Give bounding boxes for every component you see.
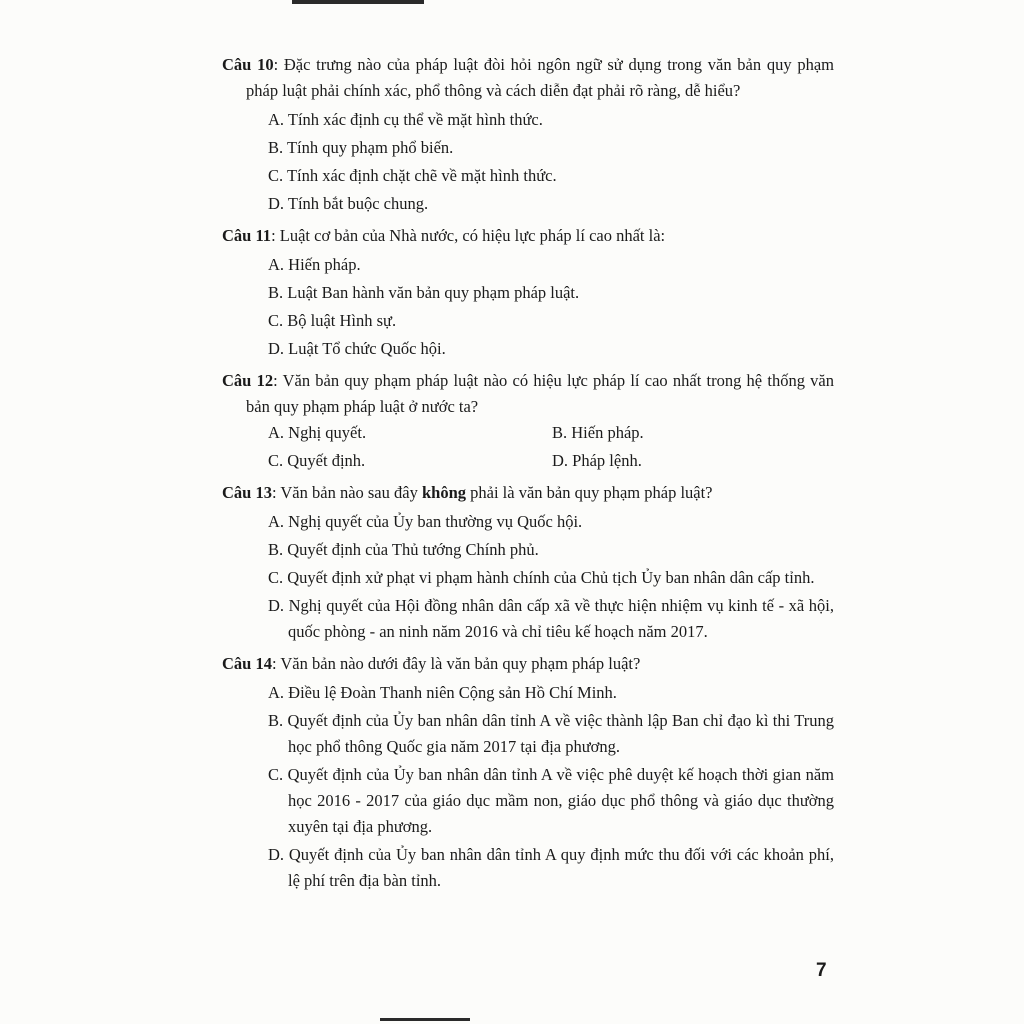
bottom-edge-rule	[380, 1018, 470, 1021]
question-14-body: : Văn bản nào dưới đây là văn bản quy phạm pháp luật?	[271, 654, 641, 673]
question-13-body-before: : Văn bản nào sau đây	[271, 483, 422, 502]
question-11-option-a: A. Hiến pháp.	[268, 255, 361, 274]
question-12-body: : Văn bản quy phạm pháp luật nào có hiệu lực pháp lí cao nhất trong hệ thống văn bản quy phạm pháp luật ở nước ta?	[246, 371, 834, 416]
question-13-option-d: D. Nghị quyết của Hội đồng nhân dân cấp xã về thực hiện nhiệm vụ kinh tế - xã hội, quốc phòng - an ninh năm 2016 và chỉ tiêu kế hoạch năm 2017.	[268, 596, 834, 641]
question-12-option-b: B. Hiến pháp.	[552, 423, 644, 442]
question-13-option-c: C. Quyết định xử phạt vi phạm hành chính của Chủ tịch Ủy ban nhân dân cấp tỉnh.	[268, 568, 815, 587]
question-11-body: : Luật cơ bản của Nhà nước, có hiệu lực pháp lí cao nhất là:	[271, 226, 666, 245]
question-10-label: Câu 10	[222, 55, 274, 74]
question-14-option-d: D. Quyết định của Ủy ban nhân dân tỉnh A quy định mức thu đối với các khoản phí, lệ phí trên địa bàn tỉnh.	[268, 845, 834, 890]
question-14-label: Câu 14	[222, 654, 272, 673]
question-11-options	[222, 252, 834, 362]
question-10-options	[222, 107, 834, 217]
question-12-option-c: C. Quyết định.	[268, 451, 366, 470]
question-14	[222, 651, 834, 894]
question-11-option-c: C. Bộ luật Hình sự.	[268, 311, 397, 330]
question-10-option-d: D. Tính bắt buộc chung.	[268, 194, 429, 213]
question-13-text	[222, 480, 834, 506]
page-number: 7	[816, 960, 827, 981]
question-10-text	[222, 52, 834, 104]
question-13-label: Câu 13	[222, 483, 272, 502]
question-11-label: Câu 11	[222, 226, 272, 245]
question-10-option-a: A. Tính xác định cụ thể về mặt hình thức.	[268, 110, 543, 129]
question-10-option-c: C. Tính xác định chặt chẽ về mặt hình thức.	[268, 166, 557, 185]
question-11-option-b: B. Luật Ban hành văn bản quy phạm pháp luật.	[268, 283, 580, 302]
question-14-text	[222, 651, 834, 677]
question-12-option-a: A. Nghị quyết.	[268, 423, 367, 442]
question-10-body: : Đặc trưng nào của pháp luật đòi hỏi ngôn ngữ sử dụng trong văn bản quy phạm pháp luật phải chính xác, phổ thông và cách diễn đạt phải rõ ràng, dễ hiểu?	[246, 55, 834, 100]
question-11-text	[222, 223, 834, 249]
top-edge-rule	[292, 0, 424, 4]
question-11-option-d: D. Luật Tổ chức Quốc hội.	[268, 339, 446, 358]
question-13-emphasis: không	[421, 483, 466, 502]
question-13-options	[222, 509, 834, 645]
question-13-option-a: A. Nghị quyết của Ủy ban thường vụ Quốc hội.	[268, 512, 583, 531]
question-14-option-c: C. Quyết định của Ủy ban nhân dân tỉnh A về việc phê duyệt kế hoạch thời gian năm học 2016 - 2017 của giáo dục mầm non, giáo dục phổ thông và giáo dục thường xuyên tại địa phương.	[268, 765, 834, 836]
question-12-text	[222, 368, 834, 420]
question-12-option-d: D. Pháp lệnh.	[552, 451, 642, 470]
question-10-option-b: B. Tính quy phạm phổ biến.	[268, 138, 454, 157]
question-14-option-a: A. Điều lệ Đoàn Thanh niên Cộng sản Hồ Chí Minh.	[268, 683, 617, 702]
question-12	[222, 368, 834, 476]
question-10	[222, 52, 834, 217]
question-13	[222, 480, 834, 645]
question-12-label: Câu 12	[222, 371, 274, 390]
question-14-options	[222, 680, 834, 894]
question-13-option-b: B. Quyết định của Thủ tướng Chính phủ.	[268, 540, 539, 559]
question-13-body-after: phải là văn bản quy phạm pháp luật?	[466, 483, 713, 502]
question-14-option-b: B. Quyết định của Ủy ban nhân dân tỉnh A về việc thành lập Ban chỉ đạo kì thi Trung học phổ thông Quốc gia năm 2017 tại địa phương.	[268, 711, 834, 756]
question-12-options	[268, 420, 834, 476]
question-11	[222, 223, 834, 362]
question-list	[222, 52, 834, 900]
